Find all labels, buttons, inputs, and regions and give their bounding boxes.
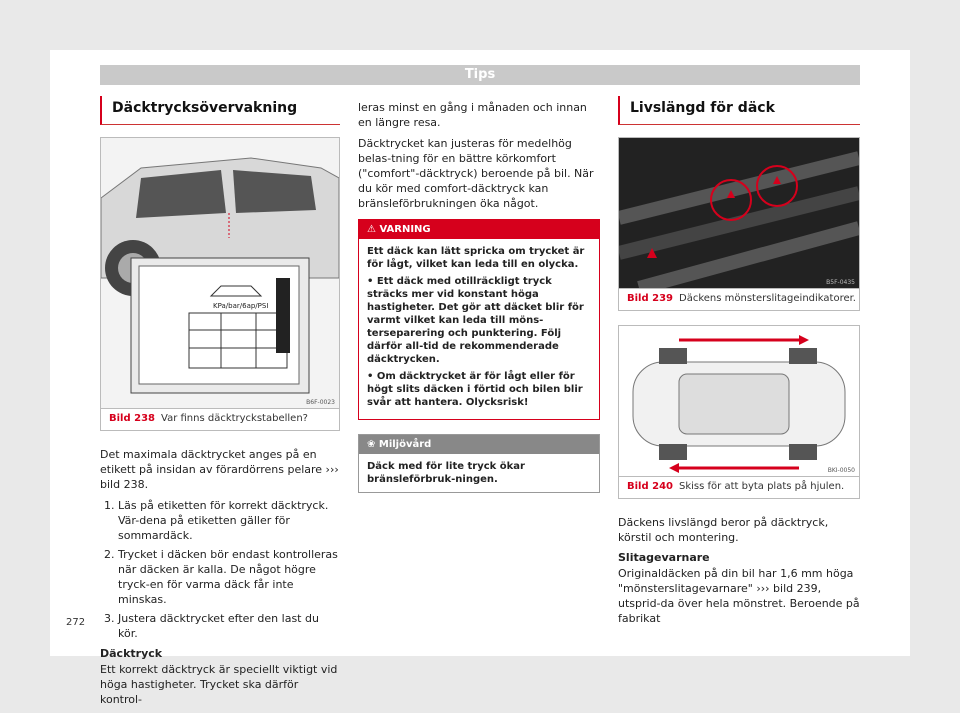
figure-240 bbox=[618, 325, 860, 477]
steps-list bbox=[100, 498, 340, 641]
page-number: 272 bbox=[66, 617, 86, 628]
section-title-tpms: Däcktrycksövervakning bbox=[100, 96, 340, 125]
tread-illustration bbox=[619, 138, 859, 288]
step-1: 1. Läs på etiketten för korrekt däcktryck. Vär-dena på etiketten gäller för sommardäck. bbox=[118, 498, 340, 543]
subheading-tire-pressure: Däcktryck bbox=[100, 647, 163, 660]
figure-code: B5F-0435 bbox=[826, 279, 855, 286]
intro-paragraph: Det maximala däcktrycket anges på en etikett på insidan av förardörrens pelare ››› bild 238. bbox=[100, 448, 339, 491]
caption-text: Var finns däcktryckstabellen? bbox=[161, 413, 308, 424]
figure-240-caption bbox=[618, 477, 860, 499]
figure-238 bbox=[100, 137, 340, 409]
caption-number: Bild 240 bbox=[627, 481, 673, 492]
figure-code: BKI-0050 bbox=[827, 467, 855, 474]
comfort-paragraph: Däcktrycket kan justeras för medelhög belas-tning för en bättre körkomfort ("comfort"-däcktryck) beroende på bil. När du kör med comfort-däcktryck kan bränsleförbrukningen öka något. bbox=[358, 137, 594, 210]
caption-text: Skiss för att byta plats på hjulen. bbox=[679, 481, 845, 492]
wear-indicator-paragraph: Originaldäcken på din bil har 1,6 mm höga "mönsterslitagevarnare" ››› bild 239, utsprid-da över hela mönstret. Beroende på fabrikat bbox=[618, 567, 860, 625]
environment-box bbox=[358, 434, 600, 493]
figure-239 bbox=[618, 137, 860, 289]
caption-number: Bild 238 bbox=[109, 413, 155, 424]
step-3: 3. Justera däcktrycket efter den last du kör. bbox=[118, 611, 340, 641]
figure-239-caption bbox=[618, 289, 860, 311]
tire-pressure-paragraph: Ett korrekt däcktryck är speciellt viktigt vid höga hastigheter. Trycket ska därför kontrol- bbox=[100, 663, 338, 706]
column-1 bbox=[100, 96, 340, 713]
warning-line-2: • Ett däck med otillräckligt tryck sträcks mer vid konstant höga hastigheter. Det gör att däcket blir för varmt vilket kan leda till möns-terseparering och punktering. Följ därför all-tid de rekommenderade däcktrycken. bbox=[367, 276, 584, 365]
section-title-tire-life: Livslängd för däck bbox=[618, 96, 860, 125]
warning-line-1: Ett däck kan lätt spricka om trycket är för lågt, vilket kan leda till en olycka. bbox=[367, 246, 585, 270]
environment-title: Miljövård bbox=[378, 439, 432, 450]
warning-box bbox=[358, 219, 600, 420]
environment-text: Däck med för lite tryck ökar bränsleförbruk-ningen. bbox=[367, 461, 525, 485]
column-2 bbox=[358, 100, 600, 493]
tire-life-paragraph: Däckens livslängd beror på däcktryck, körstil och montering. bbox=[618, 516, 829, 544]
car-label-illustration bbox=[101, 138, 339, 408]
warning-title: VARNING bbox=[379, 224, 431, 235]
label-title-text: KPa/bar/6ap/PSI bbox=[213, 302, 269, 310]
section-header: Tips bbox=[100, 65, 860, 85]
subheading-wear-indicator: Slitagevarnare bbox=[618, 551, 710, 564]
figure-code: B6F-0023 bbox=[306, 399, 335, 406]
tire-rotation-diagram bbox=[619, 326, 859, 476]
step-2: 2. Trycket i däcken bör endast kontrolleras när däcken är kalla. De något högre tryck-en för varma däck får inte minskas. bbox=[118, 547, 340, 607]
caption-number: Bild 239 bbox=[627, 293, 673, 304]
figure-238-caption bbox=[100, 409, 340, 431]
caption-text: Däckens mönsterslitageindikatorer. bbox=[679, 293, 856, 304]
warning-icon: ⚠ bbox=[367, 224, 376, 235]
column-3 bbox=[618, 96, 860, 632]
warning-line-3: • Om däcktrycket är för lågt eller för högt slits däcken i förtid och bilen blir svår att hantera. Olycksrisk! bbox=[367, 371, 583, 408]
leaf-icon: ❀ bbox=[367, 439, 376, 450]
continued-paragraph: leras minst en gång i månaden och innan en längre resa. bbox=[358, 101, 587, 129]
